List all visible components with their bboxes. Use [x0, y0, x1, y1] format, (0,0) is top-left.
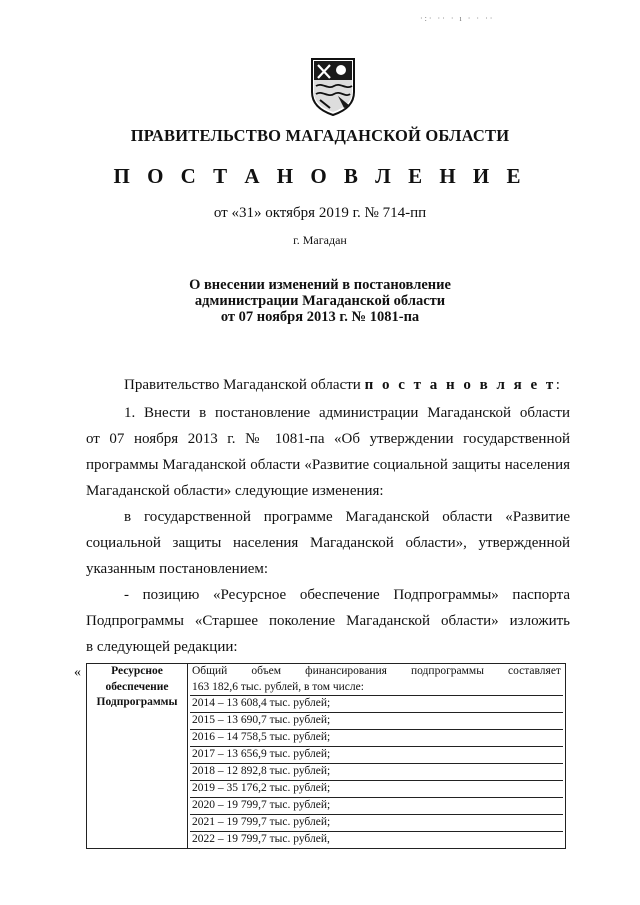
paragraph-line: указанным постановлением: [86, 561, 269, 577]
subject-line: О внесении изменений в постановление [189, 277, 451, 293]
document-subject [0, 277, 640, 325]
paragraph-line: в государственной программе Магаданской области «Развитие [124, 509, 570, 525]
intro-colon: : [555, 377, 560, 393]
year-funding-row: 2015 – 13 690,7 тыс. рублей; [190, 713, 563, 730]
paragraph-line: в следующей редакции: [86, 639, 238, 655]
paragraph-line: от 07 ноября 2013 г. № 1081-па «Об утверждении государственной [86, 431, 570, 447]
year-funding-row: 2022 – 19 799,7 тыс. рублей, [192, 833, 330, 846]
total-word: финансирования [305, 665, 387, 677]
total-funding-line [190, 664, 563, 680]
label-line: Ресурсное [111, 665, 163, 677]
year-funding-row: 2014 – 13 608,4 тыс. рублей; [190, 696, 563, 713]
document-date-number: от «31» октября 2019 г. № 714-пп [213, 205, 427, 221]
intro-line [124, 377, 570, 394]
paragraph-line: социальной защиты населения Магаданской области», утвержденной [86, 535, 570, 551]
table-row [87, 664, 566, 849]
paragraph-line: Магаданской области» следующие изменения: [86, 483, 384, 499]
coat-of-arms-icon [308, 56, 358, 116]
paragraph-line: Подпрограммы «Старшее поколение Магаданской области» изложить [86, 613, 570, 629]
year-funding-row: 2021 – 19 799,7 тыс. рублей; [190, 815, 563, 832]
document-type: П О С Т А Н О В Л Е Н И Е [113, 164, 527, 188]
resource-label-cell [87, 664, 188, 849]
label-line: обеспечение [105, 680, 169, 693]
document-city: г. Магадан [293, 233, 347, 247]
subject-line: от 07 ноября 2013 г. № 1081-па [220, 309, 420, 325]
total-word: объем [251, 665, 282, 677]
subject-line: администрации Магаданской области [194, 293, 446, 309]
label-line: Подпрограммы [96, 696, 178, 709]
opening-quote: « [74, 665, 81, 680]
total-word: Общий [192, 665, 228, 677]
paragraph-line: программы Магаданской области «Развитие социальной защиты населения [86, 457, 570, 473]
total-funding-amount: 163 182,6 тыс. рублей, в том числе: [190, 680, 563, 697]
intro-text: Правительство Магаданской области [124, 377, 365, 393]
year-funding-row: 2016 – 14 758,5 тыс. рублей; [190, 730, 563, 747]
resource-value-cell [188, 664, 566, 849]
government-title: ПРАВИТЕЛЬСТВО МАГАДАНСКОЙ ОБЛАСТИ [130, 126, 510, 145]
total-word: подпрограммы [410, 665, 484, 677]
intro-verb: п о с т а н о в л я е т [364, 377, 556, 393]
scan-specks: ·:· ·· · ı · · ·· [420, 14, 495, 23]
year-funding-row: 2017 – 13 656,9 тыс. рублей; [190, 747, 563, 764]
year-funding-row: 2018 – 12 892,8 тыс. рублей; [190, 764, 563, 781]
resource-table [86, 663, 566, 849]
year-funding-row: 2019 – 35 176,2 тыс. рублей; [190, 781, 563, 798]
paragraph-line: 1. Внести в постановление администрации Магаданской области [124, 405, 570, 421]
year-funding-row: 2020 – 19 799,7 тыс. рублей; [190, 798, 563, 815]
total-word: составляет [508, 665, 561, 677]
paragraph-line: - позицию «Ресурсное обеспечение Подпрограммы» паспорта [124, 587, 570, 603]
